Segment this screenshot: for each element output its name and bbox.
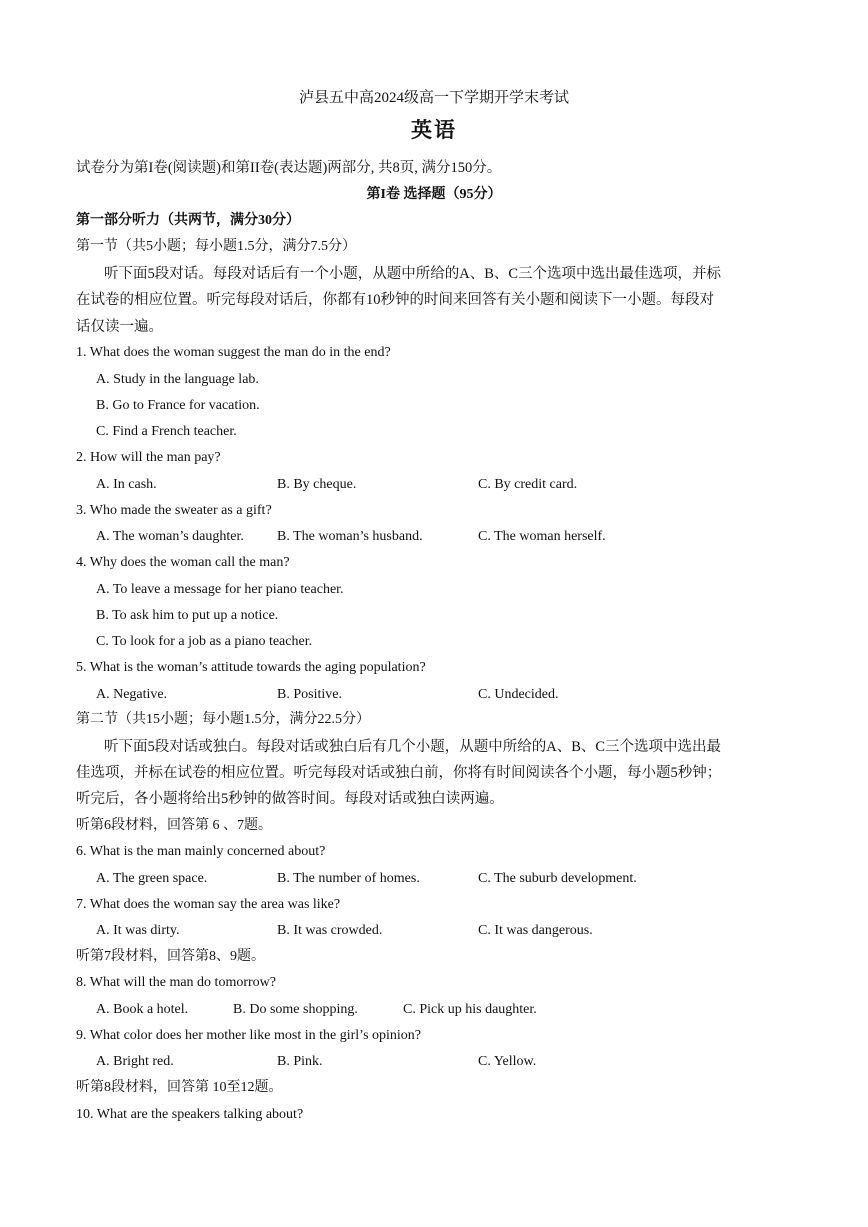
question-8-option-a: A. Book a hotel.	[96, 1002, 189, 1017]
question-9-option-c: C. Yellow.	[478, 1054, 537, 1069]
question-5-option-b: B. Positive.	[277, 687, 342, 702]
question-2-stem: 2. How will the man pay?	[76, 450, 221, 465]
question-7-stem: 7. What does the woman say the area was like?	[76, 897, 341, 912]
question-5-option-a: A. Negative.	[96, 687, 168, 702]
section2-directions-line: 听下面5段对话或独白。每段对话或独白后有几个小题，从题中所给的A、B、C三个选项中选出最	[104, 739, 722, 755]
question-5-stem: 5. What is the woman’s attitude towards the aging population?	[76, 660, 426, 675]
question-2-option-c: C. By credit card.	[478, 477, 578, 492]
question-6-stem: 6. What is the man mainly concerned about?	[76, 844, 326, 859]
section2-title: 第二节（共15小题；每小题1.5分，满分22.5分）	[76, 712, 370, 727]
question-7-option-a: A. It was dirty.	[96, 923, 180, 938]
part1-title: 第一部分听力（共两节，满分30分）	[76, 213, 300, 228]
question-4-option-a: A. To leave a message for her piano teacher.	[96, 582, 344, 597]
question-9-stem: 9. What color does her mother like most in the girl’s opinion?	[76, 1028, 422, 1043]
question-4-option-c: C. To look for a job as a piano teacher.	[96, 634, 313, 649]
question-8-option-c: C. Pick up his daughter.	[403, 1002, 537, 1017]
material-8-instruction: 听第8段材料，回答第 10至12题。	[76, 1080, 283, 1095]
question-3-option-c: C. The woman herself.	[478, 529, 606, 544]
section2-directions-line: 听完后，各小题将给出5秒钟的做答时间。每段对话或独白读两遍。	[76, 791, 504, 807]
question-7-option-b: B. It was crowded.	[277, 923, 383, 938]
volume-title: 第I卷 选择题（95分）	[366, 187, 502, 202]
question-8-stem: 8. What will the man do tomorrow?	[76, 975, 276, 990]
question-3-option-a: A. The woman’s daughter.	[96, 529, 244, 544]
question-3-stem: 3. Who made the sweater as a gift?	[76, 503, 272, 518]
question-4-stem: 4. Why does the woman call the man?	[76, 555, 290, 570]
material-6-instruction: 听第6段材料，回答第 6 、7题。	[76, 818, 272, 833]
section1-directions-line: 话仅读一遍。	[76, 319, 163, 335]
question-1-option-c: C. Find a French teacher.	[96, 424, 237, 439]
question-6-option-c: C. The suburb development.	[478, 871, 637, 886]
question-1-option-b: B. Go to France for vacation.	[96, 398, 260, 413]
section2-directions-line: 佳选项，并标在试卷的相应位置。听完每段对话或独白前，你将有时间阅读各个小题，每小题5秒钟；	[76, 765, 722, 781]
question-9-option-b: B. Pink.	[277, 1054, 323, 1069]
question-6-option-b: B. The number of homes.	[277, 871, 420, 886]
subject-title: 英语	[411, 118, 457, 142]
section1-directions-line: 在试卷的相应位置。听完每段对话后，你都有10秒钟的时间来回答有关小题和阅读下一小题。每段对	[76, 292, 714, 308]
paper-instructions: 试卷分为第I卷(阅读题)和第II卷(表达题)两部分, 共8页, 满分150分。	[76, 160, 502, 176]
question-6-option-a: A. The green space.	[96, 871, 208, 886]
question-8-option-b: B. Do some shopping.	[233, 1002, 358, 1017]
question-9-option-a: A. Bright red.	[96, 1054, 174, 1069]
question-1-stem: 1. What does the woman suggest the man do in the end?	[76, 345, 391, 360]
section1-directions-line: 听下面5段对话。每段对话后有一个小题，从题中所给的A、B、C三个选项中选出最佳选项，并标	[104, 266, 722, 282]
material-7-instruction: 听第7段材料，回答第8、9题。	[76, 949, 265, 964]
question-3-option-b: B. The woman’s husband.	[277, 529, 423, 544]
school-exam-title: 泸县五中高2024级高一下学期开学末考试	[298, 90, 569, 106]
question-2-option-b: B. By cheque.	[277, 477, 357, 492]
question-2-option-a: A. In cash.	[96, 477, 157, 492]
question-5-option-c: C. Undecided.	[478, 687, 559, 702]
question-1-option-a: A. Study in the language lab.	[96, 372, 259, 387]
section1-title: 第一节（共5小题；每小题1.5分，满分7.5分）	[76, 239, 356, 254]
question-4-option-b: B. To ask him to put up a notice.	[96, 608, 279, 623]
question-10-stem: 10. What are the speakers talking about?	[76, 1107, 304, 1122]
question-7-option-c: C. It was dangerous.	[478, 923, 593, 938]
